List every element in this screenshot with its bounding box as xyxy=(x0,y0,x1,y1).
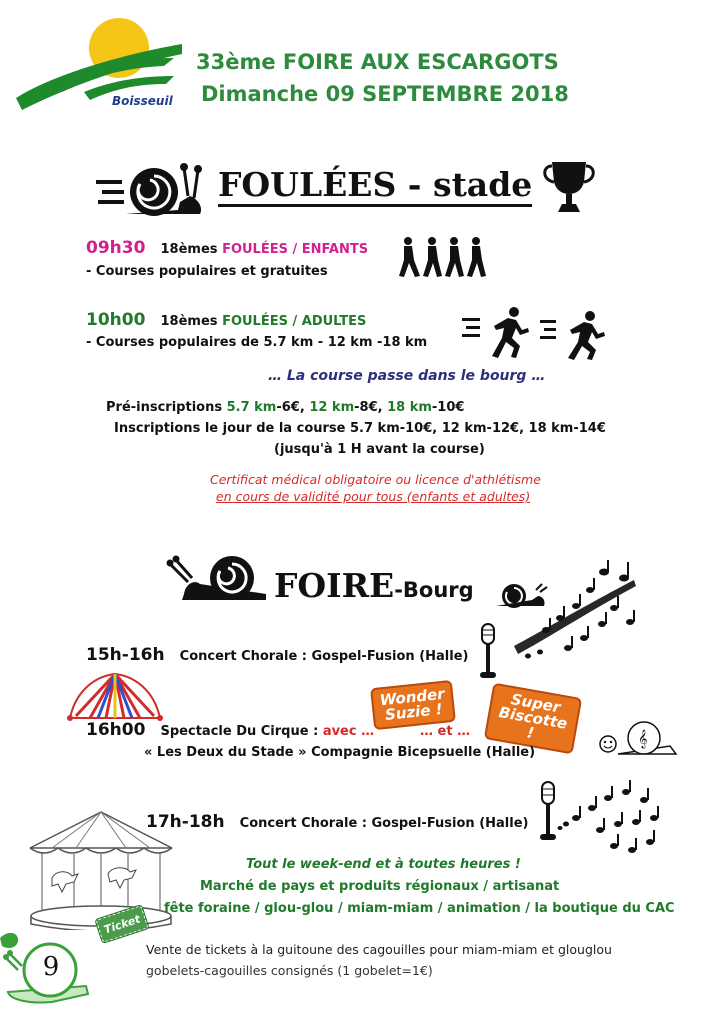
event-3-desc: Concert Chorale : Gospel-Fusion (Halle) xyxy=(239,816,529,831)
preinscriptions xyxy=(106,400,464,415)
snail-icon xyxy=(166,554,272,606)
preinsc-distance-2: 12 km xyxy=(309,400,355,415)
foire-title-main: FOIRE xyxy=(274,566,395,605)
header-line-2: Dimanche 09 SEPTEMBRE 2018 xyxy=(201,82,569,106)
adults-prefix: 18èmes xyxy=(160,314,223,329)
svg-text:𝄞: 𝄞 xyxy=(638,729,648,748)
vente-line-2: gobelets-cagouilles consignés (1 gobelet=1€) xyxy=(146,963,433,978)
event-1 xyxy=(86,645,468,665)
foulees-title-main: FOULÉES xyxy=(218,165,397,204)
event-3 xyxy=(146,812,528,832)
adults-desc: - Courses populaires de 5.7 km - 12 km -18 km xyxy=(86,335,428,350)
preinsc-label: Pré-inscriptions xyxy=(106,400,227,415)
fete-line: fête foraine / glou-glou / miam-miam / animation / la boutique du CAC xyxy=(164,901,675,916)
event-2-desc-a: Spectacle Du Cirque : xyxy=(160,724,323,739)
foulees-title xyxy=(218,165,533,207)
event-3-time: 17h-18h xyxy=(146,812,225,832)
circus-tent-icon xyxy=(66,670,164,722)
event-2-desc-b: « Les Deux du Stade » Compagnie Bicepsuelle (Halle) xyxy=(144,745,536,760)
vente-line-1: Vente de tickets à la guitoune des cagouilles pour miam-miam et glouglou xyxy=(146,942,612,957)
event-2-time: 16h00 xyxy=(86,720,146,740)
inscriptions-note: (jusqu'à 1 H avant la course) xyxy=(274,442,485,457)
kids-prefix: 18èmes xyxy=(160,242,223,257)
marche-line: Marché de pays et produits régionaux / artisanat xyxy=(200,879,560,894)
foire-title xyxy=(274,566,474,605)
carousel-icon xyxy=(22,808,180,930)
adult-runner-icon-1 xyxy=(462,306,532,360)
preinsc-price-2: -8€, xyxy=(354,400,388,415)
event-2-et: … et … xyxy=(420,724,471,739)
preinsc-distance-3: 18 km xyxy=(387,400,432,415)
kids-label: FOULÉES / ENFANTS xyxy=(222,242,369,257)
event-2 xyxy=(86,720,374,740)
logo xyxy=(14,14,184,119)
weekend-line: Tout le week-end et à toutes heures ! xyxy=(246,857,521,872)
preinsc-distance-1: 5.7 km xyxy=(226,400,277,415)
trophy-icon xyxy=(540,158,598,216)
header-line-1: 33ème FOIRE AUX ESCARGOTS xyxy=(196,50,559,74)
adults-label: FOULÉES / ADULTES xyxy=(222,314,367,329)
adults-race-row xyxy=(86,310,366,330)
inscriptions-day: Inscriptions le jour de la course 5.7 km-10€, 12 km-12€, 18 km-14€ xyxy=(114,421,606,436)
event-1-time: 15h-16h xyxy=(86,645,165,665)
preinsc-price-1: -6€, xyxy=(276,400,310,415)
running-snail-icon xyxy=(96,158,208,222)
ticket-badge: Ticket xyxy=(95,905,148,943)
preinsc-price-3: -10€ xyxy=(431,400,465,415)
smiley-snail-icon xyxy=(598,716,680,760)
event-2-avec: avec … xyxy=(322,724,375,739)
music-notes-icon-2 xyxy=(556,778,666,868)
bourg-note: … La course passe dans le bourg … xyxy=(268,368,546,384)
microphone-icon-1 xyxy=(476,622,500,680)
kids-running-icon xyxy=(396,236,488,280)
super-biscotte-badge: Super Biscotte ! xyxy=(484,683,583,755)
adults-time: 10h00 xyxy=(86,310,146,330)
event-1-desc: Concert Chorale : Gospel-Fusion (Halle) xyxy=(179,649,469,664)
adult-runner-icon-2 xyxy=(540,310,606,362)
medical-line-2: en cours de validité pour tous (enfants et adultes) xyxy=(216,489,531,504)
kids-desc: - Courses populaires et gratuites xyxy=(86,264,328,279)
foulees-title-dash: - xyxy=(396,165,433,204)
wonder-suzie-badge: Wonder Suzie ! xyxy=(370,680,456,730)
foulees-title-sub: stade xyxy=(432,165,533,204)
kids-race-row xyxy=(86,238,368,258)
medical-line-1: Certificat médical obligatoire ou licence d'athlétisme xyxy=(210,472,541,487)
logo-text: Boisseuil xyxy=(112,94,173,108)
page-number-snail-icon xyxy=(0,928,92,1008)
foire-title-sub: -Bourg xyxy=(394,578,474,602)
page-number: 9 xyxy=(42,952,60,982)
kids-time: 09h30 xyxy=(86,238,146,258)
music-notes-icon-1 xyxy=(484,560,648,670)
